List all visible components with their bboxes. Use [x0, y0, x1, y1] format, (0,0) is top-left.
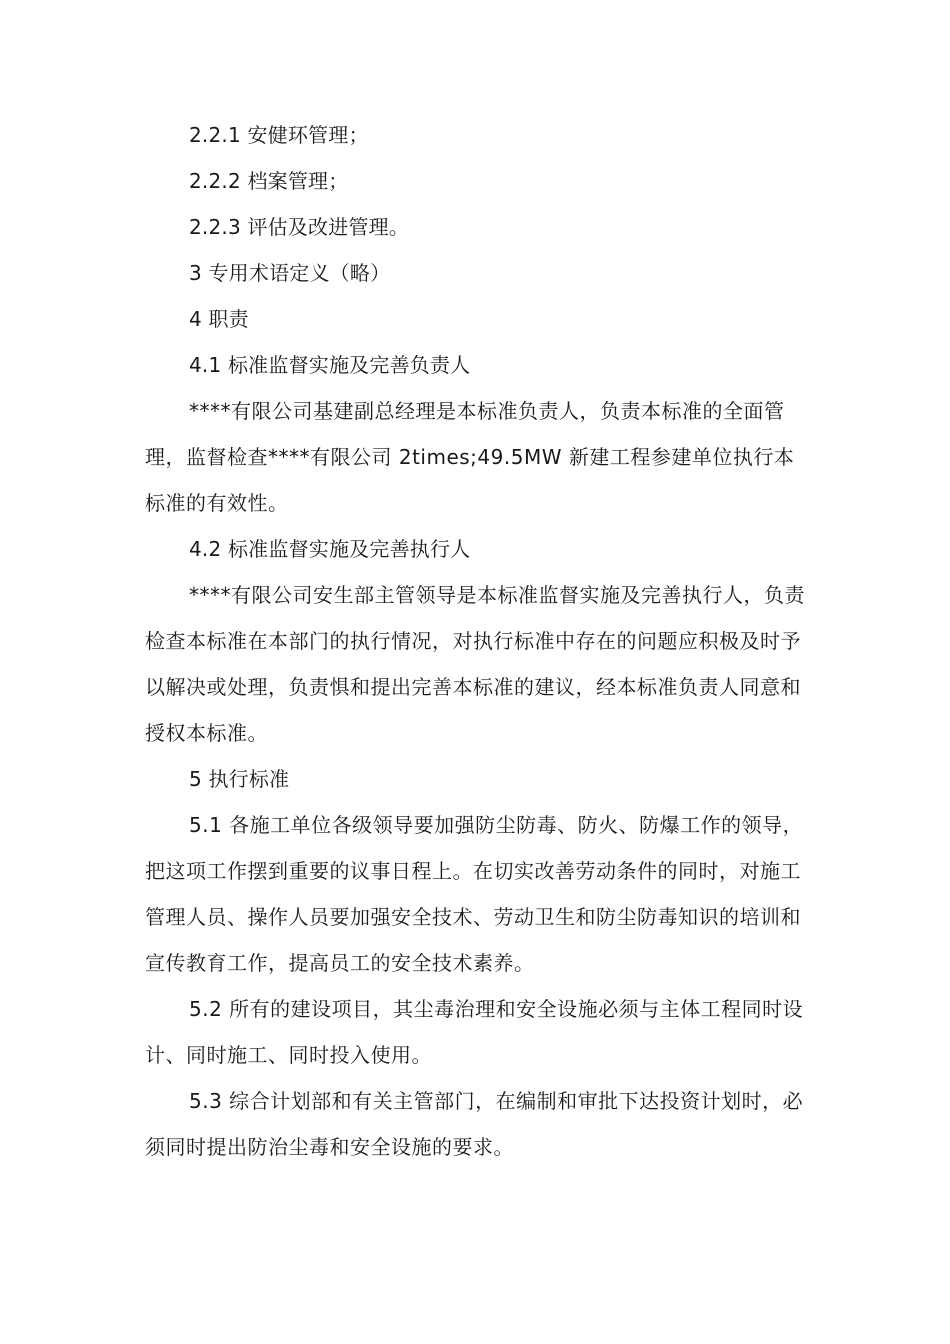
paragraph-4-1: ****有限公司基建副总经理是本标准负责人，负责本标准的全面管理，监督检查****有限公司 2times;49.5MW 新建工程参建单位执行本标准的有效性。	[145, 399, 795, 515]
section-4-1-heading: 4.1 标准监督实施及完善负责人	[189, 353, 471, 377]
paragraph-4-2: ****有限公司安生部主管领导是本标准监督实施及完善执行人，负责检查本标准在本部门的执行情况，对执行标准中存在的问题应积极及时予以解决或处理，负责惧和提出完善本标准的建议，经本标准负责人同意和授权本标准。	[145, 583, 805, 745]
clause-2-2-1: 2.2.1 安健环管理；	[189, 123, 369, 147]
clause-2-2-3: 2.2.3 评估及改进管理。	[189, 215, 410, 239]
section-5-heading: 5 执行标准	[189, 767, 290, 791]
section-4-2-heading: 4.2 标准监督实施及完善执行人	[189, 537, 471, 561]
paragraph-5-1: 5.1 各施工单位各级领导要加强防尘防毒、防火、防爆工作的领导，把这项工作摆到重要的议事日程上。在切实改善劳动条件的同时，对施工管理人员、操作人员要加强安全技术、劳动卫生和防尘防毒知识的培训和宣传教育工作，提高员工的安全技术素养。	[145, 813, 804, 975]
paragraph-5-3: 5.3 综合计划部和有关主管部门，在编制和审批下达投资计划时，必须同时提出防治尘毒和安全设施的要求。	[145, 1089, 804, 1159]
document-body	[145, 112, 810, 1170]
clause-2-2-2: 2.2.2 档案管理；	[189, 169, 349, 193]
paragraph-5-2: 5.2 所有的建设项目，其尘毒治理和安全设施必须与主体工程同时设计、同时施工、同时投入使用。	[145, 997, 804, 1067]
section-4-heading: 4 职责	[189, 307, 249, 331]
section-3-heading: 3 专用术语定义（略）	[189, 261, 391, 285]
